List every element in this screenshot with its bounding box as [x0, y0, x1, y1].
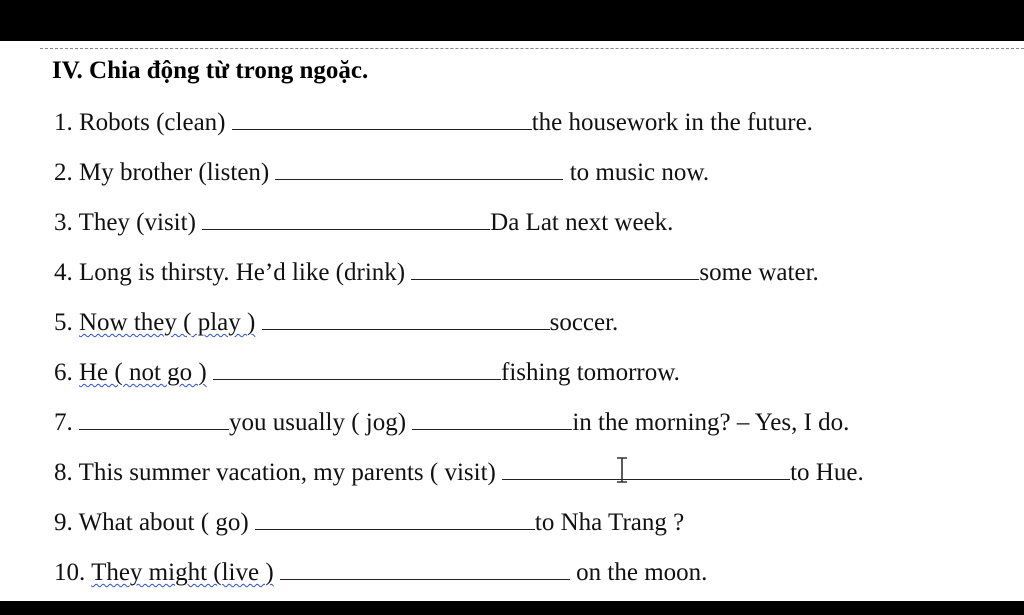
item-number: 6. [54, 359, 73, 386]
answer-blank[interactable] [202, 207, 490, 230]
item-number: 3. [54, 209, 73, 236]
item-prompt: Long is thirsty. He’d like (drink) [79, 259, 406, 286]
answer-blank[interactable] [79, 407, 229, 430]
answer-blank[interactable] [255, 507, 535, 530]
item-number: 5. [54, 309, 73, 336]
page-border-dashed [40, 48, 1024, 49]
item-continuation: to Hue. [790, 459, 864, 486]
item-number: 8. [54, 459, 73, 486]
exercise-item-3 [54, 207, 673, 238]
item-number: 1. [54, 109, 73, 136]
exercise-item-8 [54, 457, 864, 488]
answer-blank[interactable] [502, 457, 790, 480]
item-prompt: They (visit) [78, 209, 196, 236]
item-prompt: My brother (listen) [79, 159, 270, 186]
item-continuation: fishing tomorrow. [501, 359, 680, 386]
item-number: 7. [54, 409, 73, 436]
exercise-item-4 [54, 257, 819, 288]
exercise-item-1 [54, 107, 813, 138]
exercise-item-2 [54, 157, 709, 188]
item-continuation: the housework in the future. [531, 109, 813, 136]
answer-blank[interactable] [275, 157, 563, 180]
exercise-item-5 [54, 307, 618, 338]
exercise-item-9 [54, 507, 684, 538]
item-number: 10. [54, 559, 86, 586]
answer-blank[interactable] [213, 357, 501, 380]
item-prompt: Now they ( play ) [79, 309, 256, 336]
answer-blank[interactable] [232, 107, 532, 130]
item-continuation: in the morning? – Yes, I do. [572, 409, 850, 436]
answer-blank[interactable] [280, 557, 570, 580]
item-prompt: This summer vacation, my parents ( visit) [78, 459, 496, 486]
item-prompt: you usually ( jog) [229, 409, 407, 436]
item-continuation: on the moon. [576, 559, 708, 586]
item-prompt: Robots (clean) [79, 109, 226, 136]
bottom-black-bar [0, 601, 1024, 615]
item-prompt: He ( not go ) [79, 359, 207, 386]
answer-blank[interactable] [412, 407, 572, 430]
text-cursor-icon [615, 457, 629, 483]
item-continuation: Da Lat next week. [490, 209, 674, 236]
item-continuation: to Nha Trang ? [534, 509, 685, 536]
item-continuation: soccer. [549, 309, 619, 336]
exercise-item-10 [54, 557, 707, 588]
item-continuation: some water. [699, 259, 819, 286]
item-number: 2. [54, 159, 73, 186]
item-continuation: to music now. [569, 159, 710, 186]
answer-blank[interactable] [411, 257, 699, 280]
exercise-item-7 [54, 407, 849, 438]
item-prompt: What about ( go) [78, 509, 249, 536]
item-prompt: They might (live ) [91, 559, 274, 586]
answer-blank[interactable] [262, 307, 550, 330]
item-number: 4. [54, 259, 73, 286]
exercise-item-6 [54, 357, 680, 388]
document-page[interactable] [0, 41, 1024, 601]
item-number: 9. [54, 509, 73, 536]
exercise-heading: IV. Chia động từ trong ngoặc. [52, 57, 369, 84]
